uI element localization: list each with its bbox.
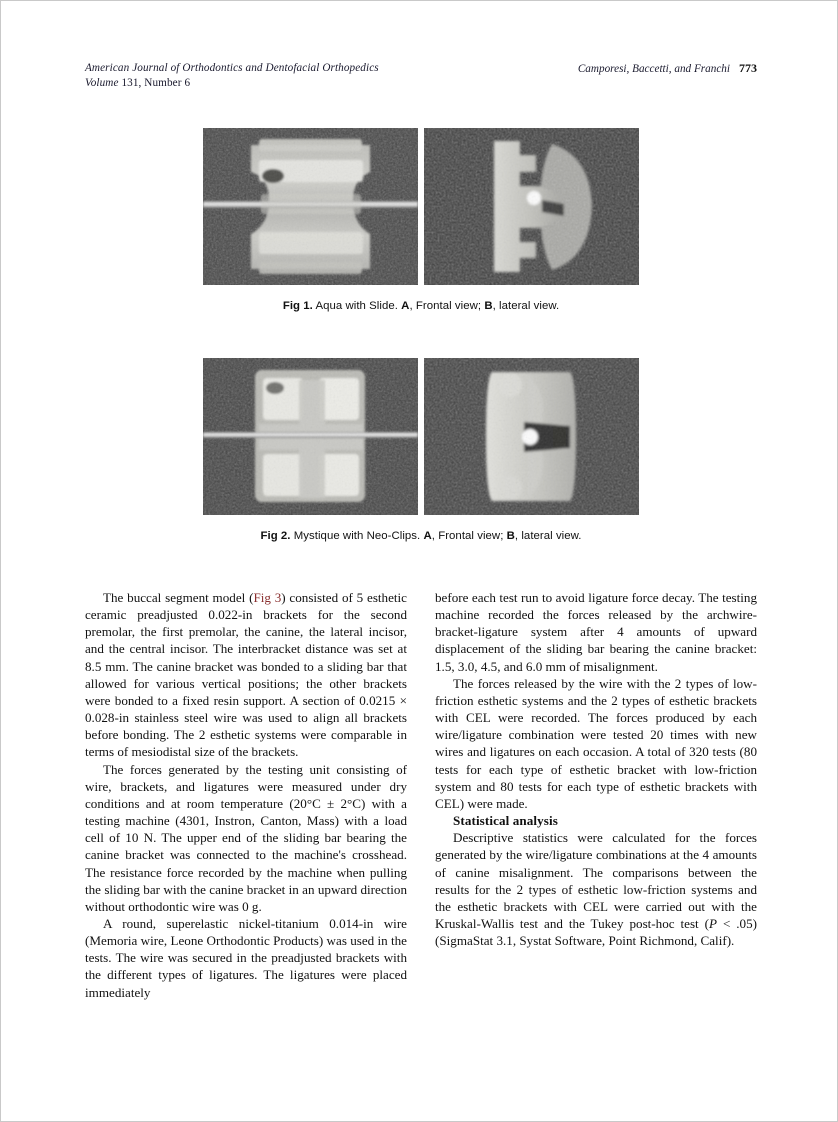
figure-1-panel-a-letter: A: [401, 300, 410, 312]
aqua-with-slide-frontal-view-photo: [203, 128, 418, 285]
p-value-symbol: P: [709, 915, 717, 931]
right-paragraph-1: before each test run to avoid ligature force decay. The testing machine recorded the forces released by the archwire-bracket-ligature system after 4 amounts of upward displacement of the sliding bar bearing the canine bracket: 1.5, 3.0, 4.5, and 6.0 mm of misalignment.: [435, 590, 757, 674]
left-paragraph-1: [85, 589, 407, 761]
figure-1-caption-main: Aqua with Slide.: [312, 300, 402, 312]
mystique-neoclips-lateral-view-photo: [424, 358, 639, 515]
journal-title: American Journal of Orthodontics and Dentofacial Orthopedics: [85, 62, 379, 74]
figure-2: [85, 358, 757, 542]
left-para-1-after-ref: ) consisted of 5 esthetic ceramic preadjusted 0.022-in brackets for the second premolar, the first premolar, the canine, the lateral incisor, and the central incisor. The interbracket distance was set at 8.5 mm. The canine bracket was bonded to a sliding bar that allowed for various vertical positions; the other brackets were bonded to a fixed resin support. A section of 0.0215 × 0.028-in stainless steel wire was used to align all brackets before bonding. The 2 esthetic systems were comparable in terms of mesiodistal size of the brackets.: [85, 590, 407, 760]
mystique-neoclips-frontal-view-photo: [203, 358, 418, 515]
figure-1-panel-a-text: , Frontal view;: [409, 300, 485, 312]
fig2a-illustration: [203, 358, 418, 515]
fig1b-illustration: [424, 128, 639, 285]
figure-1-caption: [85, 300, 757, 312]
aqua-with-slide-lateral-view-photo: [424, 128, 639, 285]
left-para-1-before-ref: The buccal segment model (: [103, 590, 254, 605]
figure-2-panel-b-letter: B: [506, 530, 515, 542]
figure-1-panel-b-letter: B: [484, 300, 493, 312]
right-paragraph-2: The forces released by the wire with the 2 types of low-friction esthetic systems and the 2 types of esthetic brackets with CEL were recorded. The forces produced by each wire/ligature combination were tested 20 times with new wires and ligatures on each occasion. A total of 320 tests (80 tests for each type of esthetic bracket with low-friction system and 80 tests for each type of esthetic brackets with CEL) were made.: [435, 675, 757, 811]
figure-2-panel-a-letter: A: [423, 530, 432, 542]
left-paragraph-3: A round, superelastic nickel-titanium 0.014-in wire (Memoria wire, Leone Orthodontic Products) was used in the tests. The wire was secured in the preadjusted brackets with the different types of ligatures. The ligatures were placed immediately: [85, 915, 407, 1000]
figure-3-reference-link[interactable]: Fig 3: [253, 590, 282, 605]
page-number: 773: [739, 61, 757, 75]
right-paragraph-3: [435, 829, 757, 949]
right-para-3-part1: Descriptive statistics were calculated for the forces generated by the wire/ligature combinations at the 4 amounts of canine misalignment. The comparisons between the results for the 2 types of esthetic low-friction systems and the esthetic brackets with CEL were carried out with the Kruskal-Wallis test and the Tukey post-hoc test (: [435, 830, 757, 931]
running-head-right: [578, 61, 757, 77]
fig2b-illustration: [424, 358, 639, 515]
section-heading-statistical-analysis: Statistical analysis: [453, 813, 558, 829]
figure-2-panel-b-text: , lateral view.: [514, 530, 582, 542]
running-head: [85, 61, 757, 95]
left-column: [85, 589, 407, 1001]
figure-1: [85, 128, 757, 312]
figure-1-panel-b-text: , lateral view.: [492, 300, 560, 312]
right-column: [435, 589, 757, 949]
author-list: Camporesi, Baccetti, and Franchi: [577, 63, 730, 75]
figure-2-label: Fig 2.: [260, 530, 291, 542]
figure-1-label: Fig 1.: [282, 300, 313, 312]
running-head-left: [85, 61, 379, 91]
volume-issue-value: 131, Number 6: [121, 77, 191, 89]
figure-2-caption: [85, 530, 757, 542]
body-columns: [85, 589, 757, 1049]
figure-2-caption-main: Mystique with Neo-Clips.: [290, 530, 424, 542]
figure-1-images: [85, 128, 757, 285]
figure-2-images: [85, 358, 757, 515]
fig1a-illustration: [203, 128, 418, 285]
figure-2-panel-a-text: , Frontal view;: [431, 530, 507, 542]
right-para-3-part2: < .05) (SigmaStat 3.1, Systat Software, Point Richmond, Calif).: [435, 915, 757, 949]
volume-issue-line: Volume 131, Number 6: [85, 77, 191, 89]
left-paragraph-2: The forces generated by the testing unit consisting of wire, brackets, and ligatures were measured under dry conditions and at room temperature (20°C ± 2°C) with a testing machine (4301, Instron, Canton, Mass) with a load cell of 10 N. The upper end of the sliding bar bearing the canine bracket was connected to the machine's crosshead. The resistance force recorded by the machine when pulling the sliding bar with the canine bracket in an upward direction without orthodontic wire was 0 g.: [85, 761, 407, 914]
